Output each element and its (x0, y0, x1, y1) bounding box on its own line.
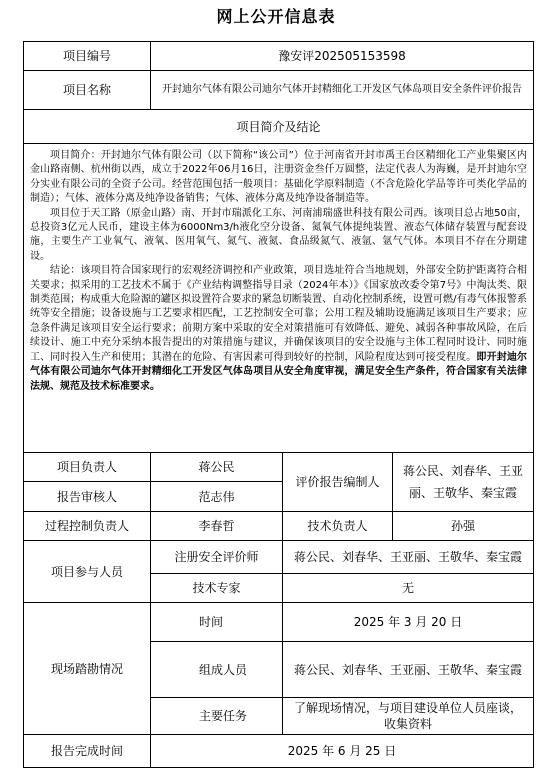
time-value: 2025 年 3 月 20 日 (282, 602, 534, 642)
summary-location: 项目位于天工路（原金山路）南、开封市瑞派化工东、河南浦瑞盛世科技有限公司西。该项目总占地50亩，总投资3亿元人民币，建设主体为6000Nm3/h液化空分设备、氮氧气体提纯装置、液态气体储存装置与配套设施，主要生产工业氧气、液氧、医用氧气、氮气、液氮、食品级氮气、液氩、氩气气体。本项目不存在分期建设。 (30, 207, 527, 262)
time-label: 时间 (150, 602, 283, 642)
complete-value: 2025 年 6 月 25 日 (150, 734, 534, 768)
summary-body (23, 143, 534, 453)
conclusion-bold: 即开封迪尔气体有限公司迪尔气体开封精细化工开发区气体岛项目从安全角度审视，满足安全生产条件，符合国家有关法律法规、规范及技术标准要求。 (30, 351, 528, 392)
leader-label: 项目负责人 (23, 452, 151, 482)
survey-label: 现场踏勘情况 (23, 602, 151, 735)
project-name-value: 开封迪尔气体有限公司迪尔气体开封精细化工开发区气体岛项目安全条件评价报告 (150, 70, 534, 110)
expert-label: 技术专家 (150, 573, 283, 603)
process-value: 李春哲 (150, 511, 283, 541)
leader-value: 蒋公民 (150, 452, 283, 482)
complete-label: 报告完成时间 (23, 734, 151, 768)
members-label: 组成人员 (150, 641, 283, 698)
members-value: 蒋公民、刘春华、王亚丽、王敬华、秦宝霞 (282, 641, 534, 698)
reviewer-label: 报告审核人 (23, 481, 151, 512)
document-title: 网上公开信息表 (216, 7, 336, 26)
registered-label: 注册安全评价师 (150, 540, 283, 574)
tech-label: 技术负责人 (282, 511, 393, 541)
project-name-label: 项目名称 (23, 70, 151, 110)
tech-value: 孙强 (392, 511, 534, 541)
info-table (23, 41, 534, 779)
project-no-value: 豫安评202505153598 (150, 41, 534, 71)
participants-label: 项目参与人员 (23, 540, 151, 603)
project-no-label: 项目编号 (23, 41, 151, 71)
reviewer-value: 范志伟 (150, 481, 283, 512)
compiler-label: 评价报告编制人 (282, 452, 393, 512)
registered-value: 蒋公民、刘春华、王亚丽、王敬华、秦宝霞 (282, 540, 534, 574)
conclusion-text: 结论：该项目符合国家现行的宏观经济调控和产业政策，项目选址符合当地规划，外部安全防护距离符合相关要求；拟采用的工艺技术不属于《产业结构调整指导目录（2024年本）》《国家放改委令第7号》中淘汰类、限制类范围；构成重大危险源的罐区拟设置符合要求的紧急切断装置、自动化控制系统，设置可燃/有毒气体报警系统等安全措施；设备设施与工艺要求相匹配，工艺控制安全可靠；公用工程及辅助设施满足该项目生产要求；应急条件满足该项目安全运行要求；前期方案中采取的安全对策措施可有效降低、避免、减弱各种事故风险，在后续设计、施工中充分采纳本报告提出的对策措施与建议，并确保该项目的安全设施与主体工程同时设计、同时施工、同时投入生产和使用；其潜在的危险、有害因素可得到较好的控制，风险程度达到可接受程度。 (30, 265, 527, 363)
process-label: 过程控制负责人 (23, 511, 151, 541)
summary-intro: 项目简介：开封迪尔气体有限公司（以下简称“该公司”）位于河南省开封市禹王台区精细化工产业集聚区内金山路南侧、杭州街以西，成立于2022年06月16日，注册资金叁仟万圆整，法定代表人为海巍，是开封迪尔空分实业有限公司的全资子公司。经营范围包括一般项目：基础化学原料制造（不含危险化学品等许可类化学品的制造）；气体、液体分离及纯净设备销售；气体、液体分离及纯净设备制造等。 (30, 150, 527, 205)
compiler-value: 蒋公民、刘春华、王亚丽、王敬华、秦宝霞 (392, 452, 534, 512)
task-label: 主要任务 (150, 697, 283, 735)
expert-value: 无 (282, 573, 534, 603)
summary-conclusion (30, 264, 527, 394)
summary-heading: 项目简介及结论 (23, 109, 534, 144)
task-value: 了解现场情况，与项目建设单位人员座谈，收集资料 (282, 697, 534, 735)
